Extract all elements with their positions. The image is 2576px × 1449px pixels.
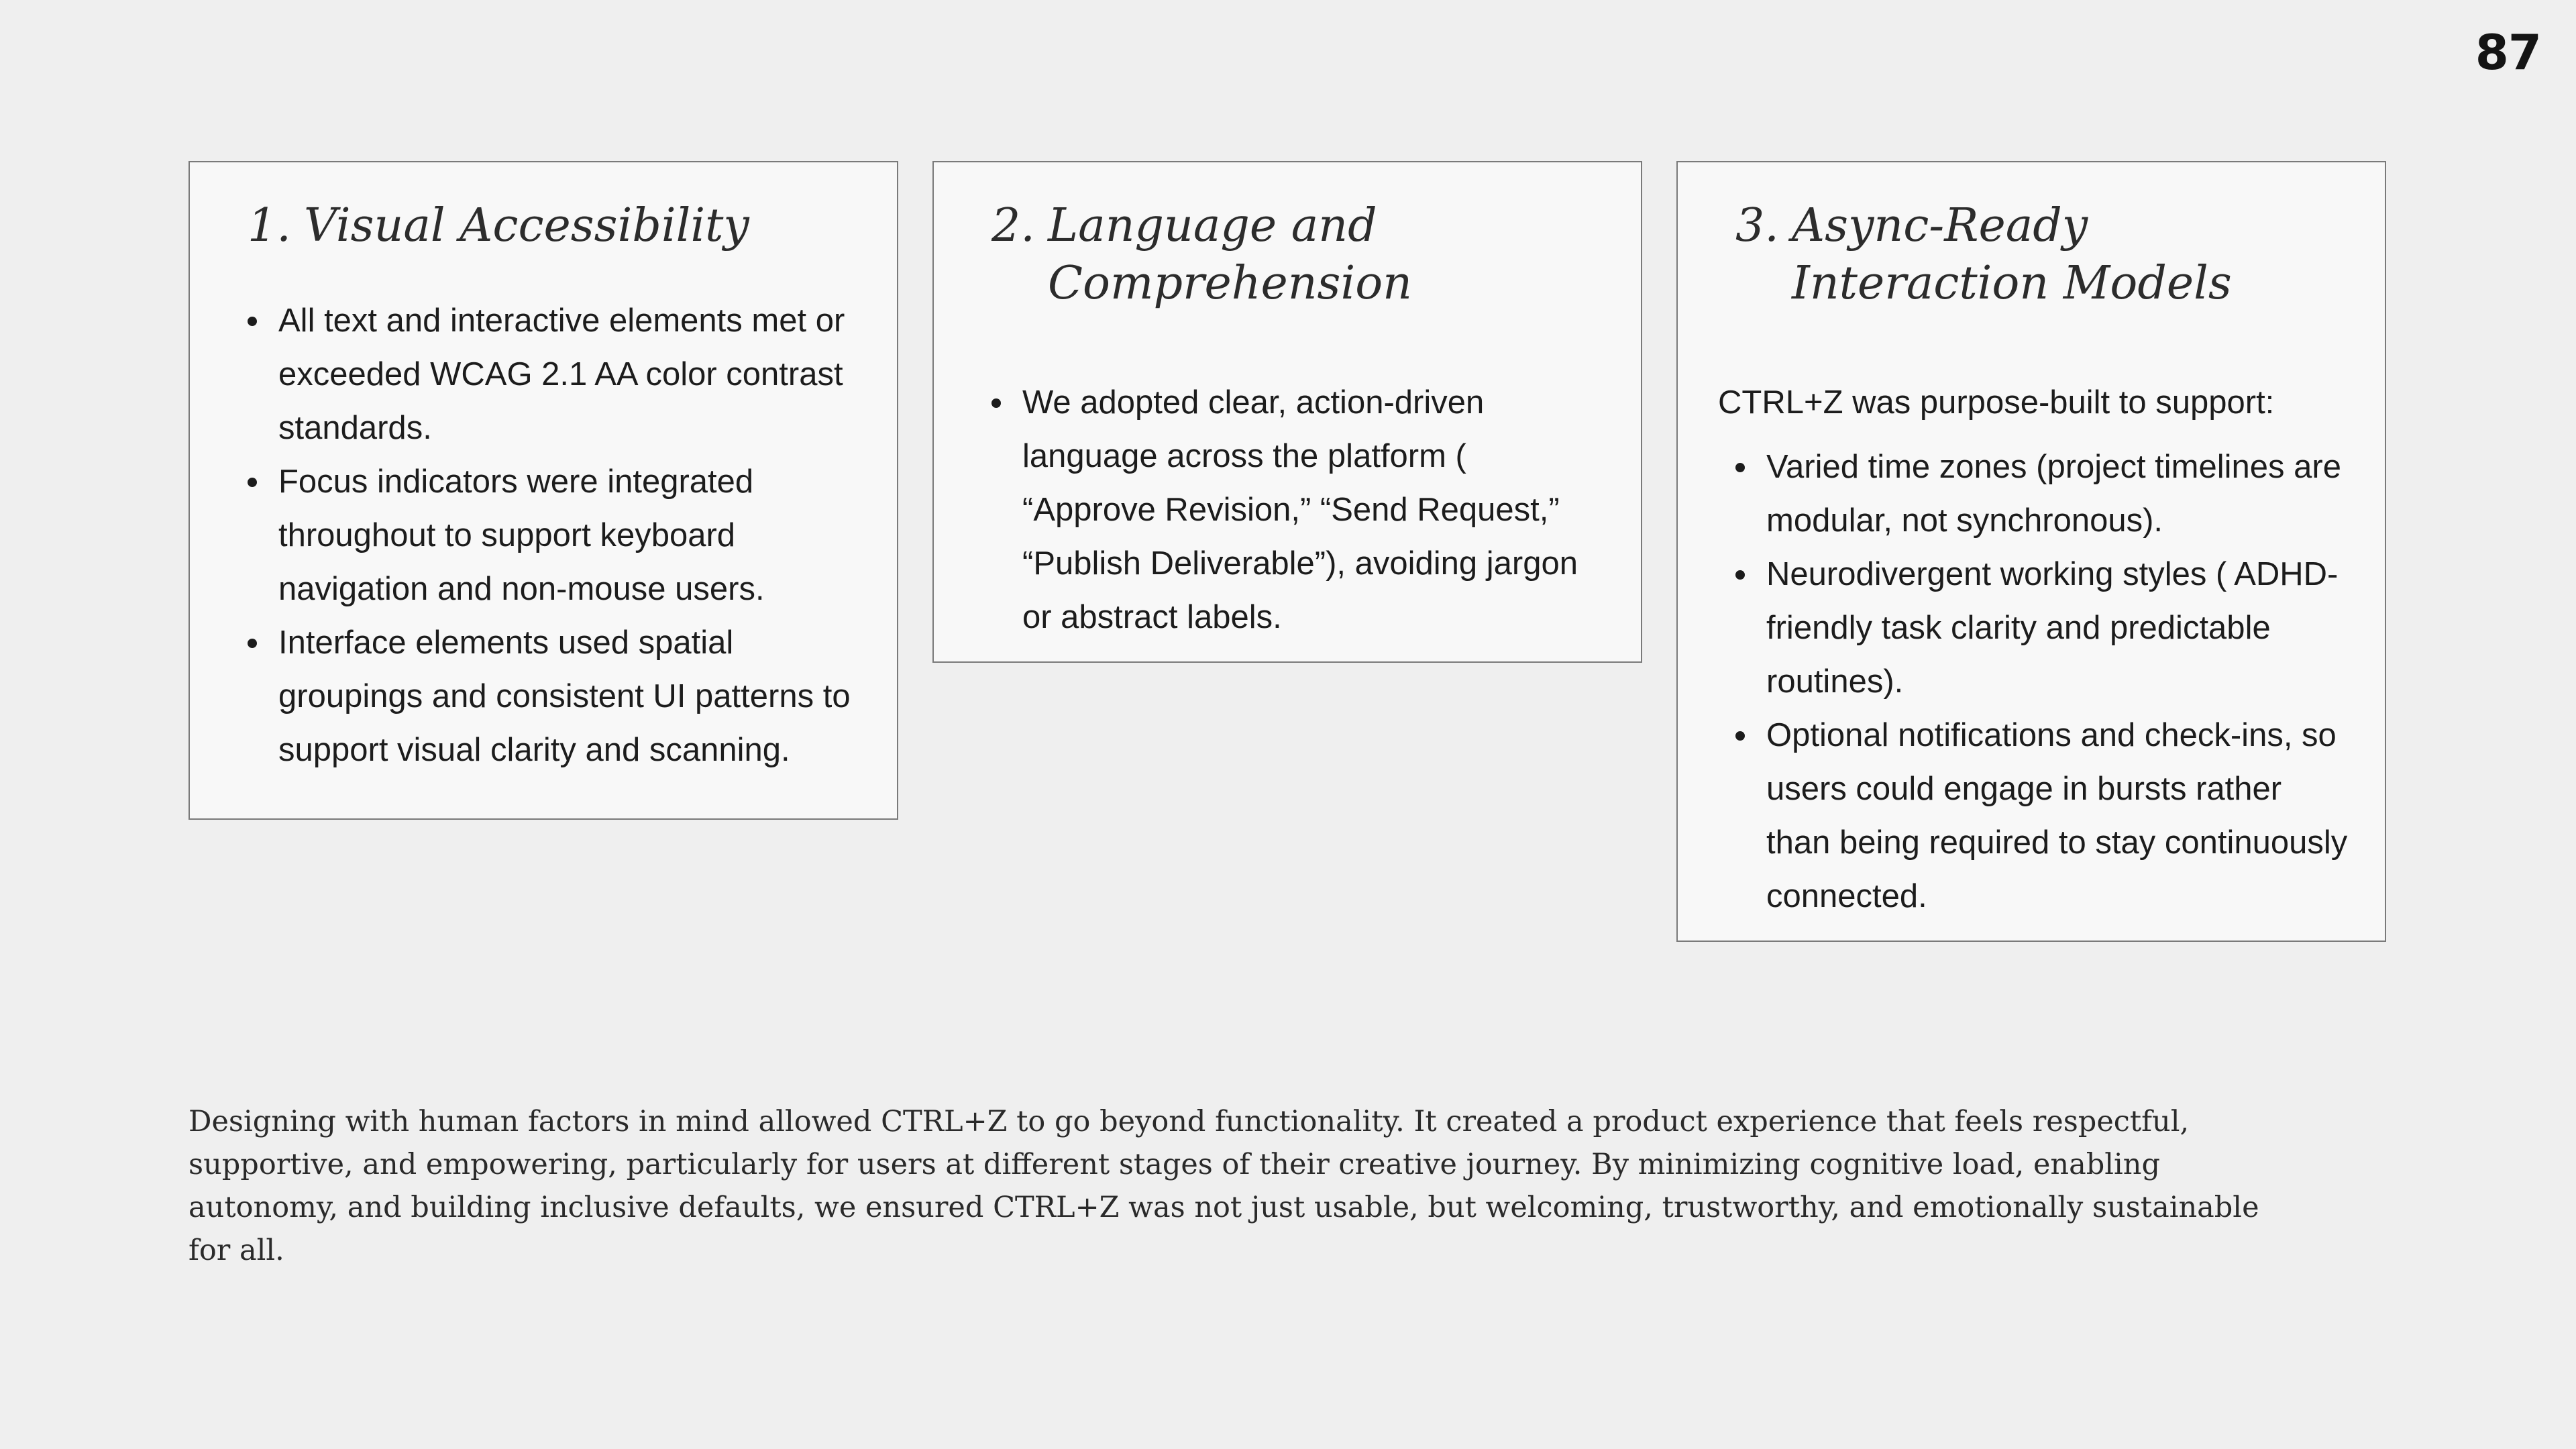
card-number: 1. (248, 199, 291, 252)
card-title: Async-Ready Interaction Models (1792, 199, 2232, 310)
bullet-item: We adopted clear, action-driven language across the platform ( “Approve Revision,” “Send Request,” “Publish Deliverable”), avoiding jargon or abstract labels. (991, 376, 1607, 644)
bullet-item: Focus indicators were integrated throughout to support keyboard navigation and non-mouse users. (248, 455, 863, 616)
bullet-list (248, 294, 863, 777)
card-heading (991, 197, 1607, 313)
card-heading (248, 197, 863, 255)
card-number: 3. (1735, 199, 1779, 252)
card-async-interaction (1676, 161, 2386, 942)
card-title: Visual Accessibility (304, 199, 749, 252)
card-visual-accessibility (189, 161, 898, 820)
card-number: 2. (991, 199, 1035, 252)
card-heading (1718, 197, 2351, 313)
bullet-list (991, 376, 1607, 644)
bullet-item: Interface elements used spatial groupings and consistent UI patterns to support visual clarity and scanning. (248, 616, 863, 777)
card-language-comprehension (932, 161, 1642, 663)
bullet-item: All text and interactive elements met or exceeded WCAG 2.1 AA color contrast standards. (248, 294, 863, 455)
summary-paragraph: Designing with human factors in mind allowed CTRL+Z to go beyond functionality. It created a product experience that feels respectful, supportive, and empowering, particularly for users at different stages of their creative journey. By minimizing cognitive load, enabling autonomy, and building inclusive defaults, we ensured CTRL+Z was not just usable, but welcoming, trustworthy, and emotionally sustainable for all. (189, 1105, 2259, 1267)
bullet-item: Varied time zones (project timelines are modular, not synchronous). (1735, 440, 2351, 547)
bullet-list (1718, 440, 2351, 923)
page-number: 87 (2475, 24, 2541, 80)
card-intro: CTRL+Z was purpose-built to support: (1718, 384, 2275, 421)
bullet-item: Optional notifications and check-ins, so users could engage in bursts rather than being required to stay continuously connected. (1735, 708, 2351, 923)
card-title: Language and Comprehension (1048, 199, 1412, 310)
bullet-item: Neurodivergent working styles ( ADHD-friendly task clarity and predictable routines). (1735, 547, 2351, 708)
